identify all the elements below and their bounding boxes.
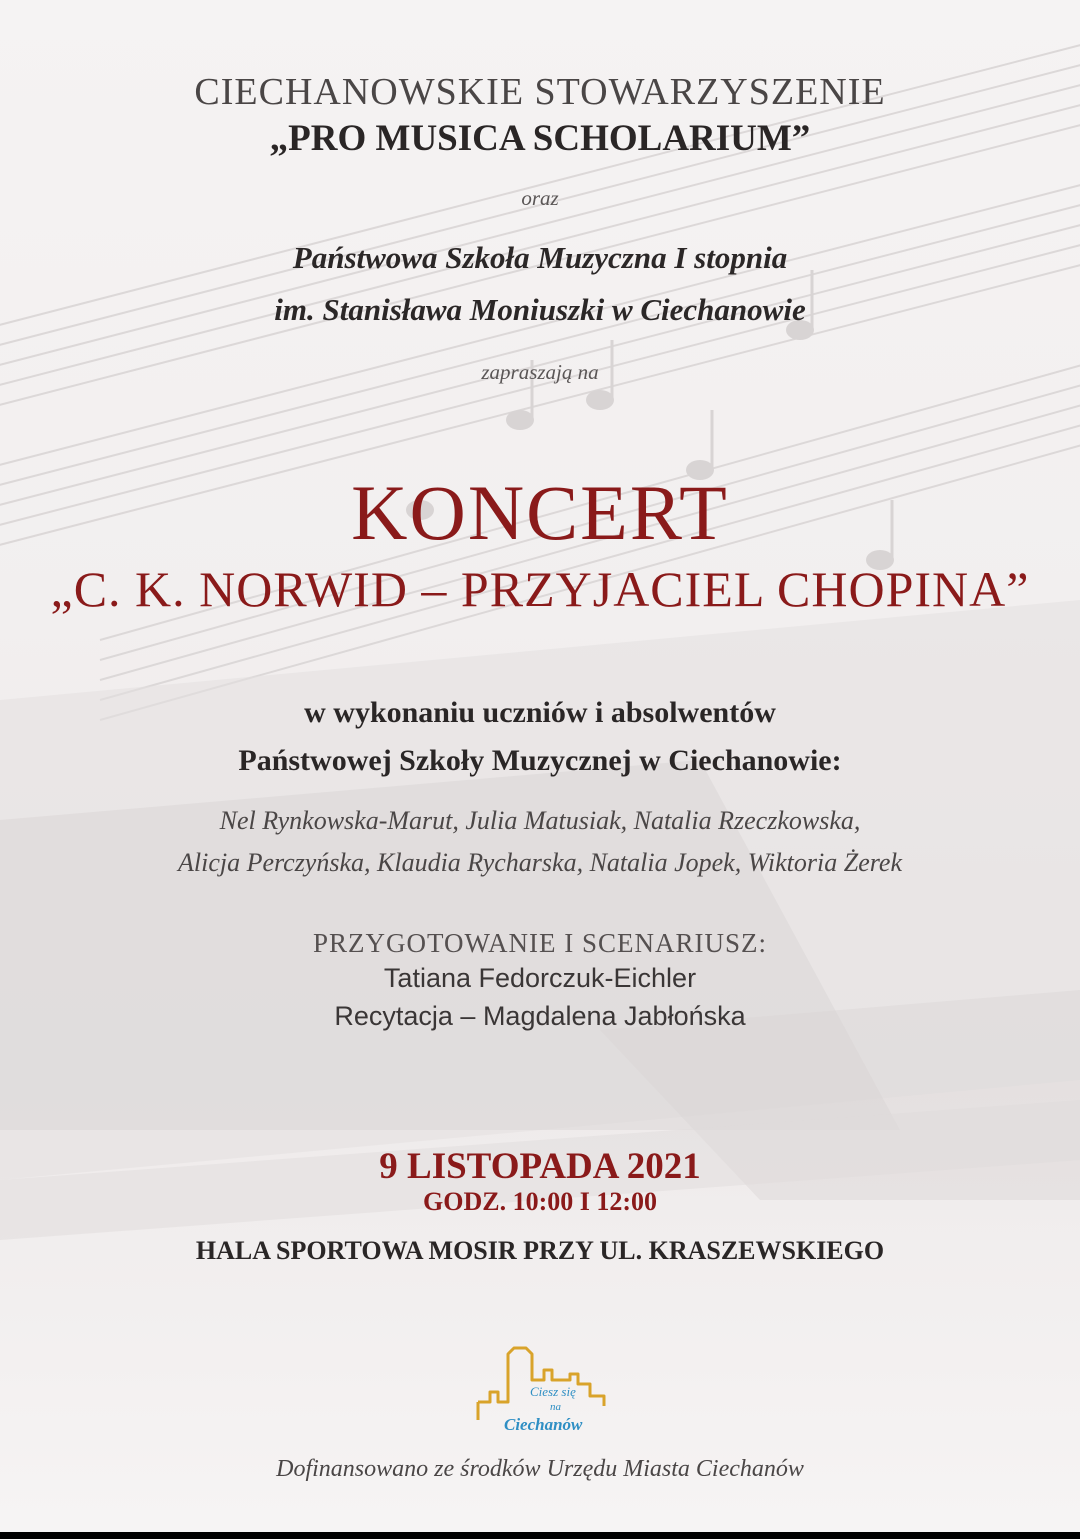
school-name: Państwowa Szkoła Muzyczna I stopnia (292, 240, 788, 275)
event-title: KONCERT (351, 469, 729, 556)
organizer-association-title: „PRO MUSICA SCHOLARIUM” (269, 118, 811, 159)
logo-text-3: Ciechanów (504, 1415, 583, 1434)
preparation-author: Tatiana Fedorczuk-Eichler (383, 963, 697, 993)
performer-names-line-2: Alicja Perczyńska, Klaudia Rycharska, Natalia Jopek, Wiktoria Żerek (177, 848, 902, 877)
recitation-credit: Recytacja – Magdalena Jabłońska (334, 1001, 746, 1031)
performer-names-line-1: Nel Rynkowska-Marut, Julia Matusiak, Natalia Rzeczkowska, (219, 806, 861, 835)
invite-text: zapraszają na (481, 360, 599, 384)
performers-school: Państwowej Szkoły Muzycznej w Ciechanowie: (238, 744, 842, 777)
performers-intro: w wykonaniu uczniów i absolwentów (304, 696, 776, 729)
preparation-heading: PRZYGOTOWANIE I SCENARIUSZ: (312, 928, 767, 958)
logo-text-2: na (550, 1401, 561, 1413)
city-logo (474, 1340, 614, 1440)
conjunction-text: oraz (521, 186, 559, 210)
organizer-name: CIECHANOWSKIE STOWARZYSZENIE (194, 71, 886, 113)
event-subtitle: „C. K. NORWID – PRZYJACIEL CHOPINA” (50, 561, 1030, 617)
event-date: 9 LISTOPADA 2021 (379, 1146, 701, 1187)
logo-text-1: Ciesz się (530, 1384, 576, 1399)
funding-note: Dofinansowano ze środków Urzędu Miasta Ciechanów (276, 1456, 804, 1482)
school-patron: im. Stanisława Moniuszki w Ciechanowie (274, 292, 806, 327)
event-hours: GODZ. 10:00 I 12:00 (423, 1187, 657, 1216)
event-venue: HALA SPORTOWA MOSIR PRZY UL. KRASZEWSKIEGO (195, 1236, 885, 1265)
